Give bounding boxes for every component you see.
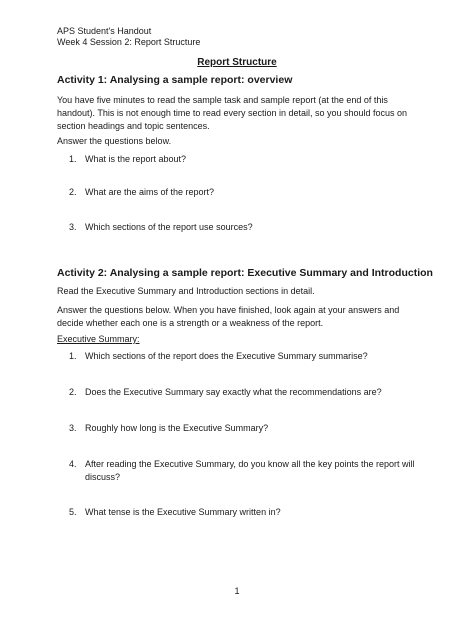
question-text: Roughly how long is the Executive Summary?: [85, 423, 269, 433]
activity1-question-1: [69, 153, 419, 166]
question-number: 2.: [69, 187, 77, 197]
question-text: Which sections of the report use sources?: [85, 222, 253, 232]
activity2-intro: Read the Executive Summary and Introduction sections in detail.: [57, 286, 315, 296]
question-number: 5.: [69, 507, 77, 517]
question-text: Does the Executive Summary say exactly what the recommendations are?: [85, 387, 382, 397]
activity1-instruction: Answer the questions below.: [57, 136, 172, 146]
question-text: What is the report about?: [85, 154, 187, 164]
question-number: 4.: [69, 459, 77, 469]
question-text: After reading the Executive Summary, do you know all the key points the report will discuss?: [85, 459, 415, 482]
activity1-intro: You have five minutes to read the sample task and sample report (at the end of this handout). This is not enough time to read every section in detail, so you should focus on section headings and topic sentences.: [57, 95, 408, 131]
executive-summary-subheading: Executive Summary:: [57, 334, 140, 344]
activity2-question-1: [69, 350, 419, 363]
question-text: What are the aims of the report?: [85, 187, 215, 197]
header-session: Week 4 Session 2: Report Structure: [57, 37, 201, 47]
page-title: Report Structure: [197, 57, 277, 68]
question-number: 1.: [69, 154, 77, 164]
question-text: What tense is the Executive Summary written in?: [85, 507, 281, 517]
activity2-instruction: Answer the questions below. When you have finished, look again at your answers and decide whether each one is a strength or a weakness of the report.: [57, 305, 400, 328]
activity2-question-2: [69, 386, 419, 399]
header-course: APS Student's Handout: [57, 26, 152, 36]
activity1-heading: Activity 1: Analysing a sample report: overview: [57, 74, 293, 86]
question-number: 1.: [69, 351, 77, 361]
question-text: Which sections of the report does the Executive Summary summarise?: [85, 351, 368, 361]
activity2-question-4: [69, 458, 419, 484]
activity2-question-5: [69, 506, 419, 519]
question-number: 3.: [69, 423, 77, 433]
activity1-question-3: [69, 221, 419, 234]
activity2-heading: Activity 2: Analysing a sample report: Executive Summary and Introduction: [57, 267, 433, 279]
page-number: 1: [234, 586, 240, 596]
activity1-question-2: [69, 186, 419, 199]
question-number: 3.: [69, 222, 77, 232]
activity2-question-3: [69, 422, 419, 435]
question-number: 2.: [69, 387, 77, 397]
